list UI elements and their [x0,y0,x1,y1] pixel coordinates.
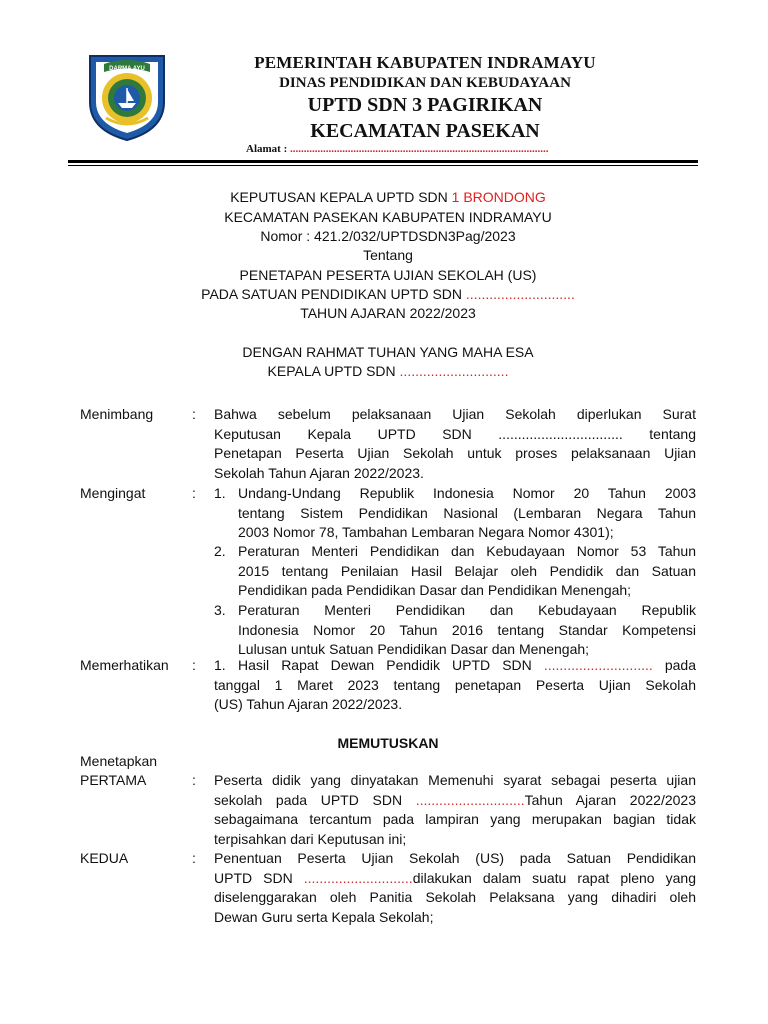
letterhead-divider-thick [68,160,698,163]
kedua-line: Penentuan Peserta Ujian Sekolah (US) pada Satuan Pendidikan [214,850,696,866]
item-line: Undang-Undang Republik Indonesia Nomor 20 Tahun 2003 [238,485,696,501]
address-label: Alamat : [246,143,288,155]
decree-about: Tentang [363,247,413,263]
kedua-text [214,849,696,927]
item-number: 2. [214,543,226,559]
issuer-line [80,362,696,382]
decree-school-name: 1 BRONDONG [451,189,546,205]
menimbang-colon: : [192,406,196,422]
menimbang-line: Keputusan Kepala UPTD SDN ................................ tentang [214,425,696,442]
menimbang-line: Bahwa sebelum pelaksanaan Ujian Sekolah diperlukan Surat [214,406,696,422]
item-number: 3. [214,602,226,618]
item-line: Peraturan Menteri Pendidikan dan Kebudayaan Republik [238,602,696,618]
decree-year: TAHUN AJARAN 2022/2023 [300,305,476,321]
issuer-dots: ............................ [399,363,509,379]
kedua-prefix: UPTD SDN [214,869,304,886]
pertama-line [214,791,696,811]
decree-subject-prefix: PADA SATUAN PENDIDIKAN UPTD SDN [201,286,466,302]
letterhead-divider-thin [68,165,698,166]
memerhatikan-colon: : [192,657,196,673]
memerhatikan-continuation [214,676,696,715]
decree-subject-line1: PENETAPAN PESERTA UJIAN SEKOLAH (US) [239,267,537,283]
menetapkan-text: Menetapkan [80,753,158,769]
item-line: 2003 Nomor 78, Tambahan Lembaran Negara Nomor 4301); [238,524,614,540]
kedua-suffix: dilakukan dalam suatu rapat pleno yang [412,869,696,886]
memutuskan-heading: MEMUTUSKAN [337,735,439,751]
kedua-label: KEDUA [80,850,129,866]
kedua-line [214,869,696,889]
address-placeholder: .............................................................................................. [290,143,549,155]
item-line: Pendidikan pada Pendidikan Dasar dan Pendidikan Menengah; [238,582,632,598]
menimbang-text [214,405,696,483]
item-line: tentang Sistem Pendidikan Nasional (Lembaran Negara Tahun [238,504,696,521]
pertama-dots: ............................ [415,791,525,808]
letterhead-department: DINAS PENDIDIKAN DAN KEBUDAYAAN [279,75,571,91]
pertama-line: sebagaimana tercantum pada lampiran yang merupakan bagian tidak [214,811,696,827]
decree-subject-line2 [80,285,696,305]
decree-number: Nomor : 421.2/032/UPTDSDN3Pag/2023 [260,228,516,244]
invocation: DENGAN RAHMAT TUHAN YANG MAHA ESA [242,344,534,360]
decree-title-line2: KECAMATAN PASEKAN KABUPATEN INDRAMAYU [224,209,552,225]
decree-title-prefix: KEPUTUSAN KEPALA UPTD SDN [230,189,452,205]
pertama-label: PERTAMA [80,772,147,788]
pertama-prefix: sekolah pada UPTD SDN [214,791,416,808]
letterhead [180,52,670,144]
letterhead-government: PEMERINTAH KABUPATEN INDRAMAYU [254,53,596,72]
letterhead-school: UPTD SDN 3 PAGIRIKAN [307,94,543,116]
menimbang-label: Menimbang [80,406,154,422]
menimbang-line: Sekolah Tahun Ajaran 2022/2023. [214,464,424,481]
issuer-prefix: KEPALA UPTD SDN [267,363,400,379]
mengingat-colon: : [192,485,196,501]
memerhatikan-label: Memerhatikan [80,657,169,673]
mengingat-label: Mengingat [80,485,146,501]
pertama-line: Peserta didik yang dinyatakan Memenuhi syarat sebagai peserta ujian [214,772,696,788]
memerhatikan-prefix: Hasil Rapat Dewan Pendidik UPTD SDN [238,657,544,673]
pertama-suffix: Tahun Ajaran 2022/2023 [524,791,696,808]
pertama-text [214,771,696,849]
logo-ribbon-text: DARMA AYU [109,66,145,72]
item-line: Lulusan untuk Satuan Pendidikan Dasar dan Menengah; [238,641,590,657]
item-line: 2015 tentang Penilaian Hasil Belajar oleh Pendidik dan Satuan [238,562,696,579]
decree-subject-dots: ............................ [465,286,575,302]
kedua-dots: ............................ [303,869,413,886]
memerhatikan-suffix: pada [652,657,696,673]
memerhatikan-dots: ............................ [543,657,653,673]
kedua-line: Dewan Guru serta Kepala Sekolah; [214,908,434,925]
letterhead-district: KECAMATAN PASEKAN [310,120,540,142]
item-line: tanggal 1 Maret 2023 tentang penetapan Peserta Ujian Sekolah [214,676,696,693]
item-line: Indonesia Nomor 20 Tahun 2016 tentang Standar Kompetensi [238,621,696,638]
pertama-line: terpisahkan dari Keputusan ini; [214,830,407,847]
item-line: (US) Tahun Ajaran 2022/2023. [214,696,403,712]
item-line: Peraturan Menteri Pendidikan dan Kebudayaan Nomor 53 Tahun [238,543,696,559]
menimbang-line: Penetapan Peserta Ujian Sekolah untuk proses pelaksanaan Ujian [214,445,696,461]
decree-title-line1 [80,188,696,208]
address-line [246,143,549,155]
kedua-colon: : [192,850,196,866]
pertama-colon: : [192,772,196,788]
kedua-line: diselenggarakan oleh Panitia Sekolah Pelaksana yang dihadiri oleh [214,889,696,905]
item-line [238,656,696,676]
item-number: 1. [214,485,226,501]
indramayu-coat-of-arms-logo [84,50,170,142]
item-number: 1. [214,657,226,673]
